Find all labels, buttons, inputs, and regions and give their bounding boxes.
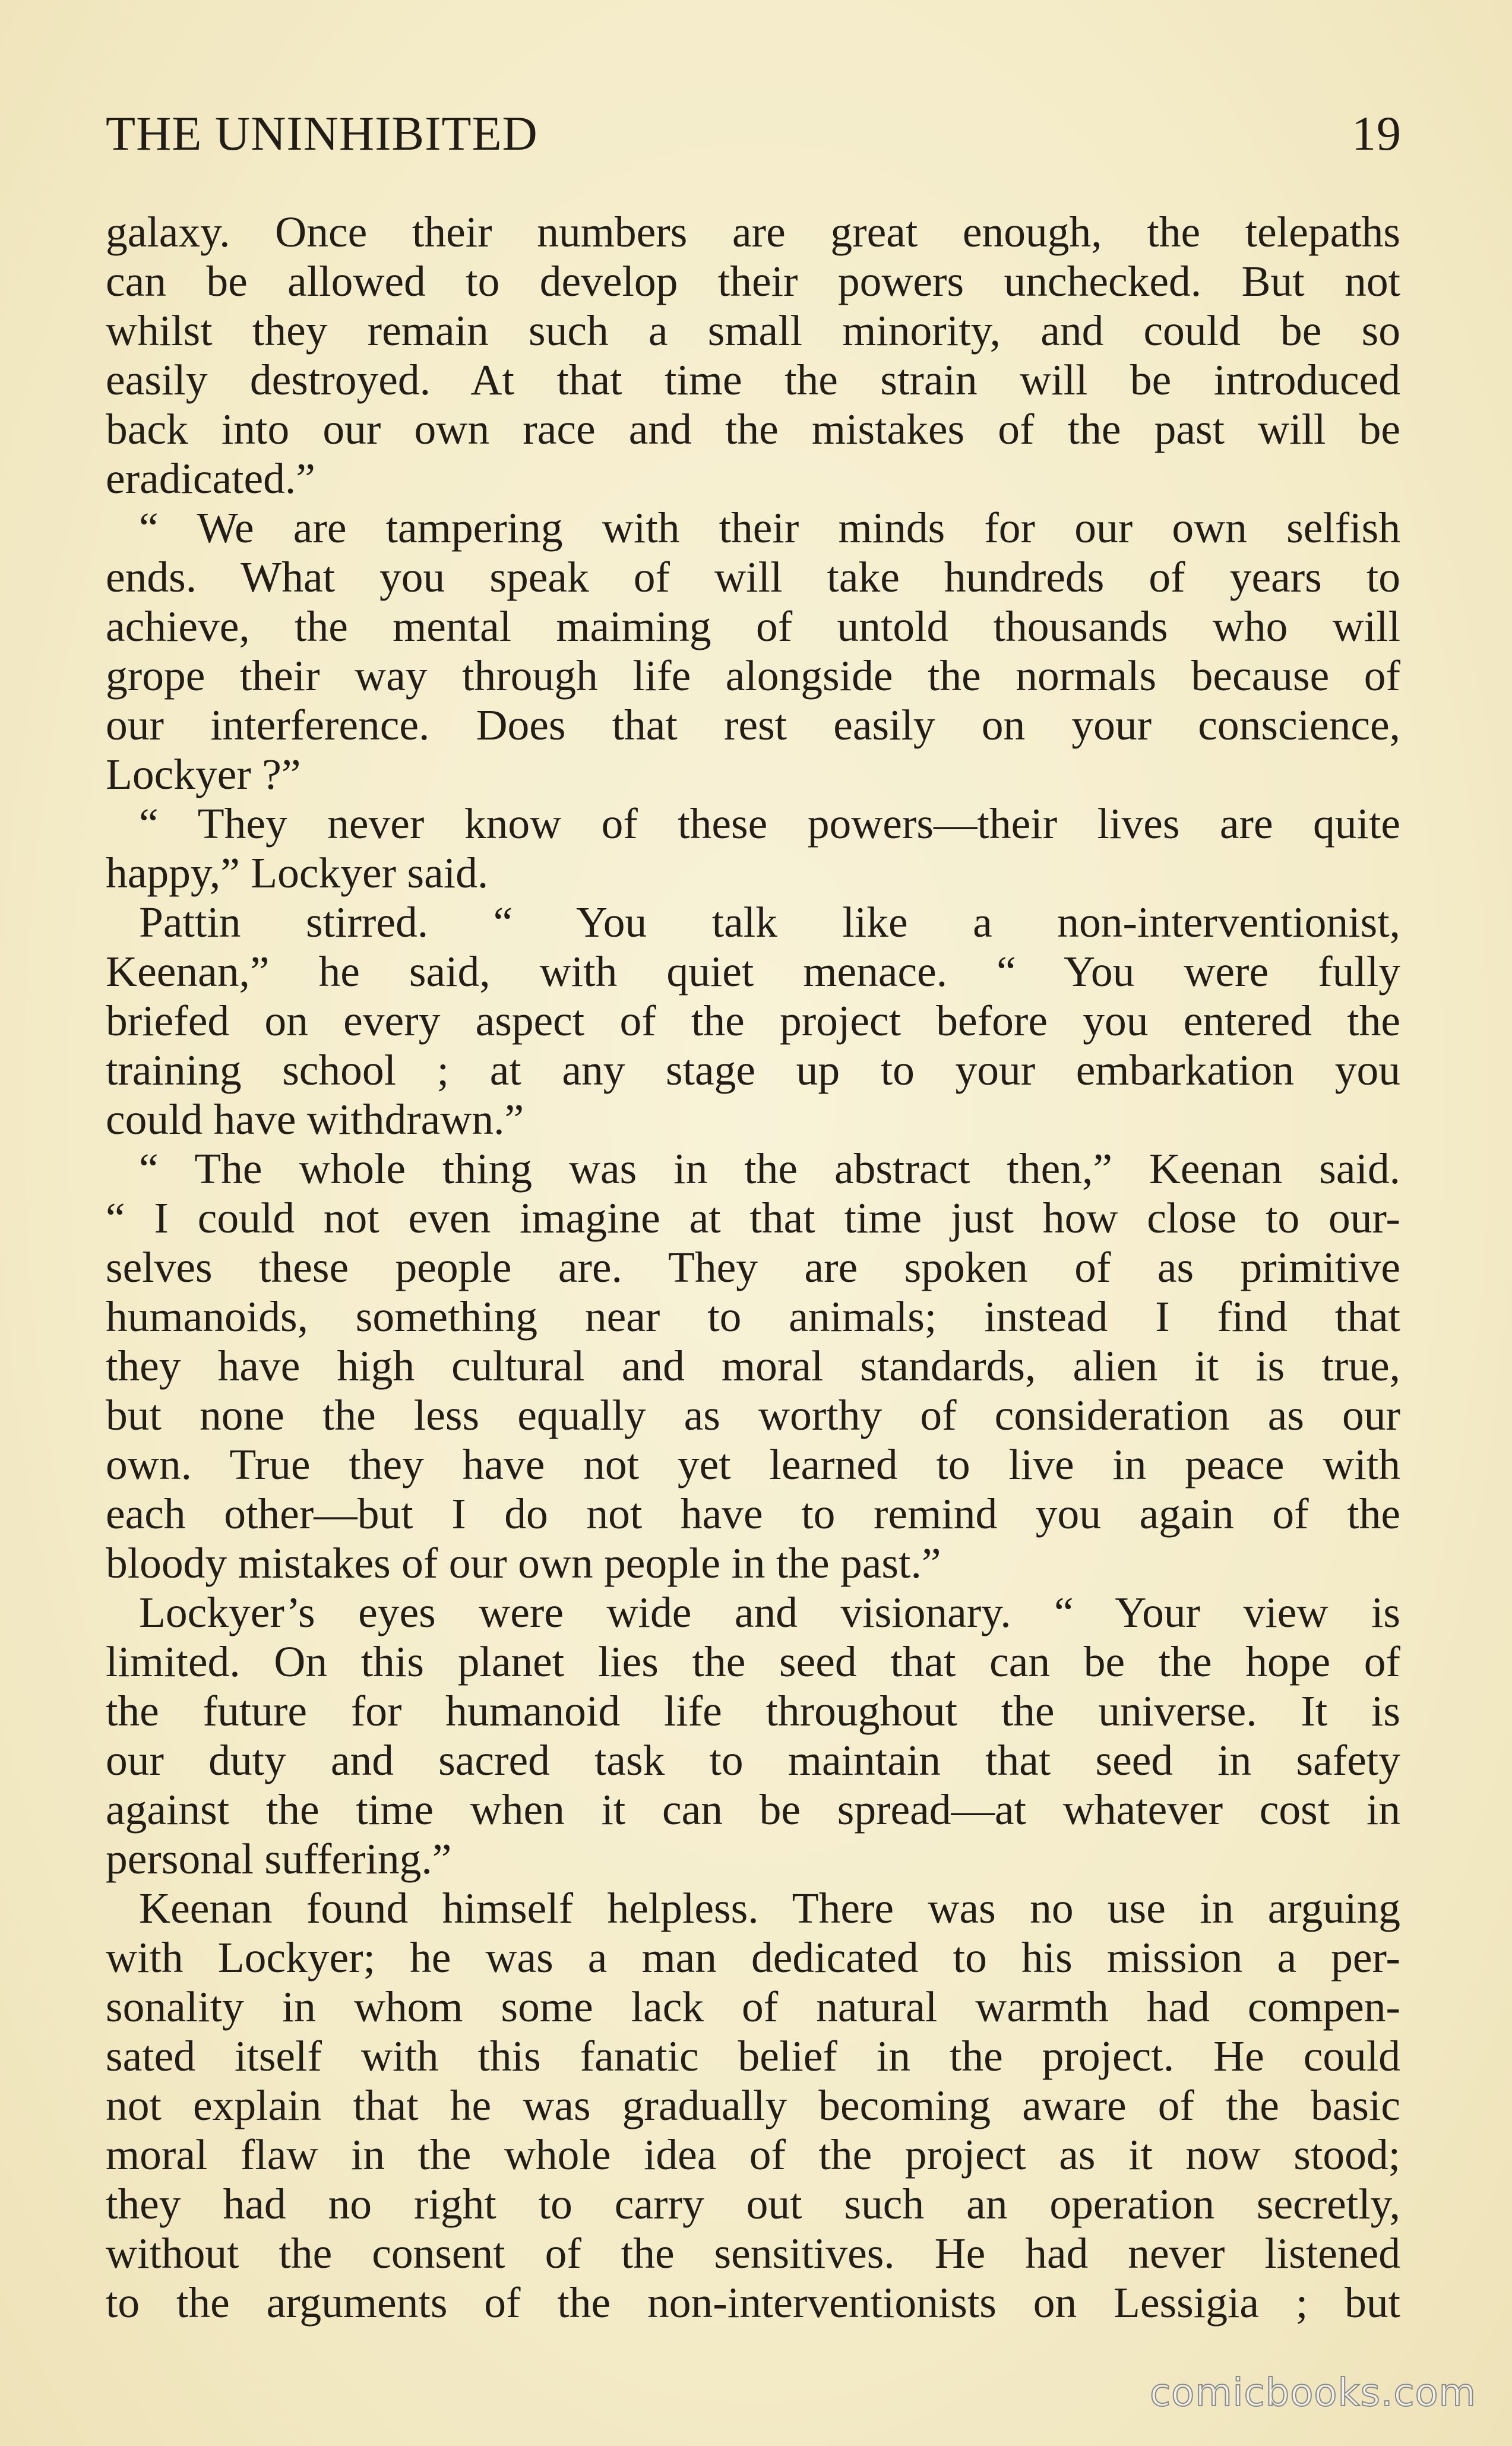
text-line: to the arguments of the non-interventionists on Lessigia ; but (106, 2278, 1400, 2327)
page-number: 19 (1352, 106, 1402, 160)
text-line: Pattin stirred. “ You talk like a non-interventionist, (139, 898, 1400, 946)
text-line: not explain that he was gradually becoming aware of the basic (106, 2081, 1400, 2129)
text-line: whilst they remain such a small minority, and could be so (106, 306, 1400, 355)
text-line: they have high cultural and moral standards, alien it is true, (106, 1342, 1400, 1390)
text-line: sated itself with this fanatic belief in the project. He could (106, 2032, 1400, 2080)
text-line: Lockyer ?” (106, 750, 301, 798)
text-line: bloody mistakes of our own people in the past.” (106, 1539, 941, 1587)
text-line: limited. On this planet lies the seed that can be the hope of (106, 1638, 1400, 1686)
text-line: Keenan,” he said, with quiet menace. “ You were fully (106, 947, 1400, 996)
text-line: with Lockyer; he was a man dedicated to his mission a per- (106, 1933, 1400, 1982)
text-line: can be allowed to develop their powers unchecked. But not (106, 257, 1400, 305)
site-watermark: comicbooks.com (1149, 2371, 1476, 2415)
text-line: without the consent of the sensitives. He had never listened (106, 2229, 1400, 2277)
text-line: eradicated.” (106, 454, 315, 503)
text-line: our interference. Does that rest easily on your conscience, (106, 701, 1400, 749)
text-line: ends. What you speak of will take hundreds of years to (106, 553, 1400, 601)
text-line: briefed on every aspect of the project before you entered the (106, 997, 1400, 1045)
text-line: Keenan found himself helpless. There was no use in arguing (139, 1884, 1400, 1932)
text-line: sonality in whom some lack of natural warmth had compen- (106, 1983, 1400, 2031)
text-line: the future for humanoid life throughout the universe. It is (106, 1687, 1400, 1735)
running-header (106, 106, 1402, 159)
text-line: own. True they have not yet learned to live in peace with (106, 1440, 1400, 1489)
text-line: easily destroyed. At that time the strain will be introduced (106, 356, 1400, 404)
text-line: “ We are tampering with their minds for our own selfish (139, 504, 1400, 552)
text-line: selves these people are. They are spoken of as primitive (106, 1243, 1400, 1291)
text-line: “ I could not even imagine at that time just how close to our- (106, 1194, 1400, 1242)
text-line: “ They never know of these powers—their lives are quite (139, 799, 1400, 848)
text-line: humanoids, something near to animals; instead I find that (106, 1292, 1400, 1341)
text-line: achieve, the mental maiming of untold thousands who will (106, 602, 1400, 650)
text-line: happy,” Lockyer said. (106, 849, 489, 897)
text-line: “ The whole thing was in the abstract then,” Keenan said. (139, 1145, 1400, 1193)
text-line: grope their way through life alongside the normals because of (106, 652, 1400, 700)
text-line: could have withdrawn.” (106, 1095, 524, 1143)
text-line: moral flaw in the whole idea of the project as it now stood; (106, 2131, 1400, 2179)
text-line: back into our own race and the mistakes of the past will be (106, 405, 1400, 453)
text-line: each other—but I do not have to remind you again of the (106, 1490, 1400, 1538)
text-line: training school ; at any stage up to your embarkation you (106, 1046, 1400, 1094)
text-line: against the time when it can be spread—at whatever cost in (106, 1785, 1400, 1834)
text-line: Lockyer’s eyes were wide and visionary. “ Your view is (139, 1588, 1400, 1636)
text-line: our duty and sacred task to maintain that seed in safety (106, 1736, 1400, 1784)
body-text (106, 207, 1400, 2327)
text-line: personal suffering.” (106, 1835, 452, 1883)
text-line: galaxy. Once their numbers are great enough, the telepaths (106, 208, 1400, 256)
running-title: THE UNINHIBITED (106, 106, 538, 160)
text-line: but none the less equally as worthy of consideration as our (106, 1391, 1400, 1439)
text-line: they had no right to carry out such an operation secretly, (106, 2180, 1400, 2228)
